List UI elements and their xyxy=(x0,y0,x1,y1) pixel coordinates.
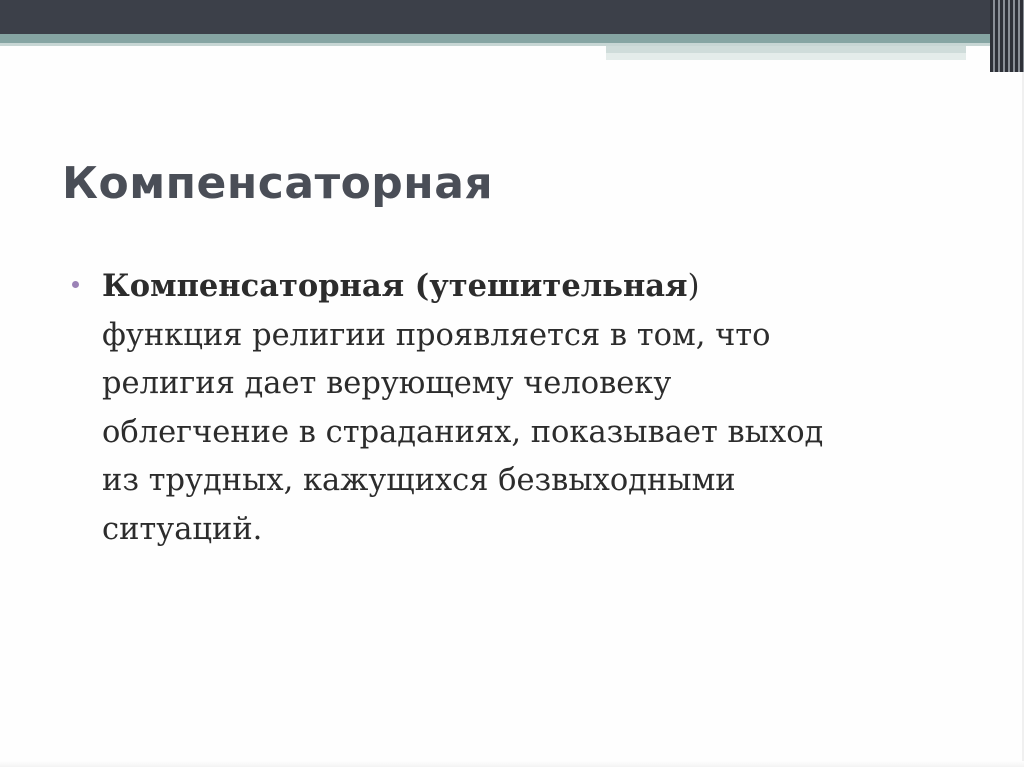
bullet-bold-term: Компенсаторная (утешительная xyxy=(102,268,688,304)
bullet-line-3: религия дает верующему человеку xyxy=(102,366,672,401)
bullet-dot-icon xyxy=(72,281,79,288)
header-accent-stripe xyxy=(0,34,1024,43)
header-band xyxy=(0,0,1024,34)
bullet-item xyxy=(70,262,950,554)
bullet-line-6: ситуаций. xyxy=(102,511,263,547)
slide-title: Компенсаторная xyxy=(62,158,494,209)
bottom-shade xyxy=(0,761,1024,767)
slide-content xyxy=(70,262,950,554)
bullet-line-5: из трудных, кажущихся безвыходными xyxy=(102,463,736,498)
header-accent-block xyxy=(606,46,966,53)
bullet-line-1: ) xyxy=(687,269,700,304)
corner-decoration xyxy=(990,0,1024,72)
bullet-line-2: функция религии проявляется в том, что xyxy=(102,317,771,353)
bullet-text xyxy=(102,262,950,554)
header-accent-block-light xyxy=(606,53,966,60)
bullet-line-4: облегчение в страданиях, показывает выход xyxy=(102,414,824,450)
